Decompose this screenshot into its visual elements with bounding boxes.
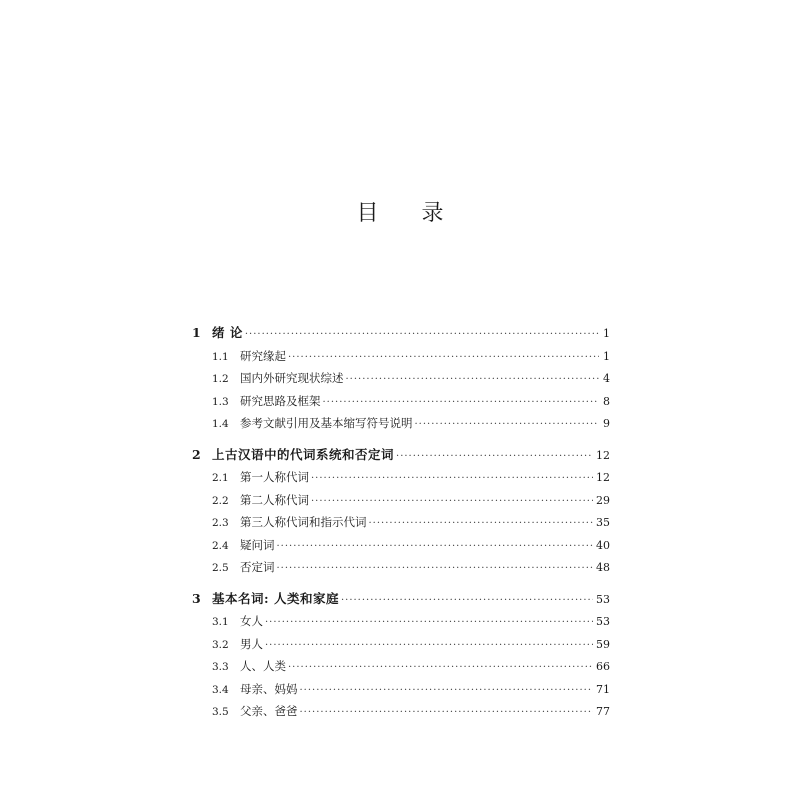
chapter-title: 上古汉语中的代词系统和否定词 [212,446,395,462]
section-number: 3.1 [212,616,229,628]
section-title: 参考文献引用及基本缩写符号说明 [240,416,413,430]
page-title: 目 录 [356,201,462,226]
section-title: 父亲、爸爸 [240,704,298,718]
dot-leader [265,635,593,658]
chapter-number: 1 [192,325,201,340]
page-number: 9 [603,417,610,430]
page-number: 8 [603,394,610,408]
page-number: 77 [596,705,610,718]
page-number: 71 [596,682,610,696]
page-number: 35 [596,516,610,529]
section-number: 3.4 [212,683,229,696]
toc-section-row[interactable] [192,610,610,633]
toc-chapter-1 [192,322,610,435]
toc-chapter-2 [192,444,610,579]
page-number: 12 [596,448,610,462]
section-title: 女人 [240,614,263,628]
dot-leader [415,414,600,437]
chapter-title: 绪 论 [212,325,243,340]
section-title: 研究思路及框架 [240,393,321,408]
page-number: 1 [603,349,610,363]
section-title: 疑问词 [240,537,275,552]
page-number: 48 [596,561,610,574]
section-number: 1.1 [212,350,229,363]
section-title: 母亲、妈妈 [240,681,298,696]
page-number: 59 [596,637,610,651]
toc-section-row[interactable] [192,556,610,579]
dot-leader [396,446,593,469]
dot-leader [300,702,594,725]
page-number: 53 [596,592,610,606]
toc-chapter-row[interactable] [192,588,610,611]
dot-leader [369,513,594,536]
toc-section-row[interactable] [192,345,610,368]
section-title: 国内外研究现状综述 [240,371,344,385]
chapter-number: 3 [192,590,201,606]
toc-section-row[interactable] [192,633,610,656]
section-title: 第一人称代词 [240,470,309,484]
dot-leader [323,392,600,415]
section-title: 第三人称代词和指示代词 [240,515,367,529]
page-number: 40 [596,538,610,552]
page-number: 66 [596,660,610,673]
dot-leader [265,612,593,635]
section-number: 3.2 [212,638,229,651]
toc-section-row[interactable] [192,534,610,557]
section-number: 3.5 [212,706,229,718]
section-number: 2.5 [212,562,229,574]
toc-section-row[interactable] [192,700,610,723]
page-number: 1 [603,327,610,340]
section-title: 第二人称代词 [240,492,309,507]
dot-leader [277,536,594,559]
toc-section-row[interactable] [192,655,610,678]
section-number: 3.3 [212,661,229,673]
table-of-contents [192,322,610,732]
section-number: 1.3 [212,395,229,408]
section-title: 否定词 [240,560,275,574]
section-title: 研究缘起 [240,348,286,363]
page-number: 29 [596,493,610,507]
dot-leader [346,369,600,392]
section-number: 2.1 [212,472,229,484]
toc-section-row[interactable] [192,412,610,435]
toc-section-row[interactable] [192,511,610,534]
section-number: 1.2 [212,373,229,385]
toc-section-row[interactable] [192,678,610,701]
toc-section-row[interactable] [192,390,610,413]
page-number: 4 [603,372,610,385]
toc-chapter-3 [192,588,610,723]
toc-chapter-row[interactable] [192,444,610,467]
dot-leader [300,680,594,703]
toc-chapter-row[interactable] [192,322,610,345]
dot-leader [288,347,599,370]
toc-section-row[interactable] [192,489,610,512]
dot-leader [277,558,594,581]
dot-leader [245,324,599,347]
section-number: 1.4 [212,418,229,430]
section-title: 人、人类 [240,659,286,673]
dot-leader [311,491,593,514]
chapter-number: 2 [192,446,201,462]
toc-section-row[interactable] [192,367,610,390]
page-number: 12 [596,471,610,484]
dot-leader [311,468,593,491]
chapter-title: 基本名词: 人类和家庭 [212,590,339,606]
section-title: 男人 [240,636,263,651]
section-number: 2.4 [212,539,229,552]
section-number: 2.2 [212,494,229,507]
toc-section-row[interactable] [192,466,610,489]
dot-leader [288,657,593,680]
section-number: 2.3 [212,517,229,529]
page-number: 53 [596,615,610,628]
dot-leader [341,590,593,613]
